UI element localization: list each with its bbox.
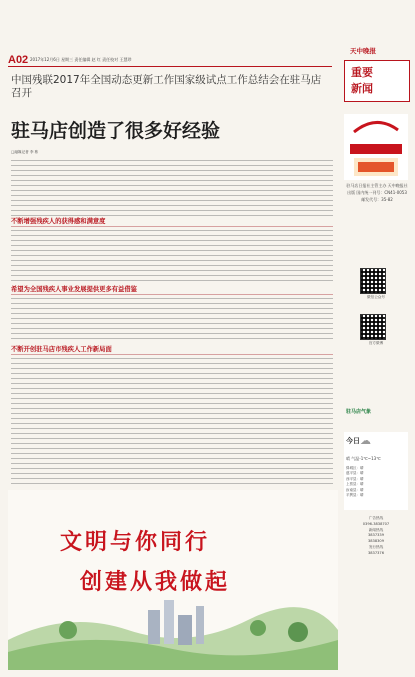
- page-number: A02: [8, 54, 29, 66]
- article-subtitle: 中国残联2017年全国动态更新工作国家级试点工作总结会在驻马店召开: [11, 74, 322, 99]
- article-text-block-1: [11, 160, 333, 218]
- weather-list: [346, 466, 364, 498]
- section-heading-1: 不断增强残疾人的获得感和满意度: [11, 218, 106, 225]
- section-rule-2: [11, 294, 333, 295]
- banner-slogan-line2: 创建从我做起: [80, 569, 231, 595]
- banner-slogan-line1: 文明与你同行: [60, 529, 211, 555]
- paper-logo: 天中晚报: [350, 47, 376, 55]
- contact-line: 新闻热线: [368, 527, 384, 532]
- contact-line: 发行热线: [368, 544, 384, 549]
- qr-label-weibo: 官方微博: [368, 341, 384, 345]
- article-title: 驻马店创造了很多好经验: [11, 120, 221, 142]
- header-rule: [8, 66, 332, 67]
- date-line: 2017年12月6日 星期三 责任编辑 赵 红 责任校对 王慧珍: [30, 57, 132, 62]
- weather-item: 驿城区：晴: [346, 466, 364, 470]
- weather-item: 西平县：晴: [346, 476, 364, 481]
- qr-label-wechat: 微信公众号: [367, 295, 385, 299]
- contact-line: 3837376: [367, 550, 384, 555]
- contact-line: 3838309: [367, 539, 384, 544]
- weather-day: 今日: [346, 437, 360, 445]
- section-box-line2: 新闻: [351, 82, 373, 95]
- weather-item: 上蔡县：晴: [346, 482, 364, 487]
- article-text-block-4: [11, 358, 333, 484]
- masthead-graphic: [344, 114, 408, 180]
- weather-item: 汝南县：晴: [346, 487, 364, 492]
- qr-code-icon: [360, 268, 386, 294]
- section-heading-3: 不断开创驻马店市残疾人工作新局面: [11, 346, 112, 353]
- section-rule-3: [11, 354, 333, 355]
- contact-line: 0396-3838707: [362, 521, 390, 526]
- qr-code-icon: [360, 314, 386, 340]
- contact-line: 3837339: [367, 533, 384, 538]
- contact-info: [344, 516, 408, 557]
- section-heading-2: 希望为全国残疾人事业发展提供更多有益借鉴: [11, 286, 137, 293]
- article-text-block-3: [11, 298, 333, 342]
- weather-item: 遂平县：晴: [346, 471, 364, 476]
- weather-temperature: 晴 气温-1℃~13℃: [346, 456, 381, 461]
- cloud-icon: ☁: [360, 434, 371, 447]
- section-rule-1: [11, 226, 333, 227]
- publication-info: 驻马店日报社主管主办 天中晚报社出版 国内统一刊号：CN41-0053 邮发代号：35-82: [346, 183, 408, 202]
- contact-line: 广告热线: [368, 516, 384, 520]
- article-text-block-2: [11, 230, 333, 282]
- weather-logo: 驻马店气象: [346, 409, 372, 415]
- weather-item: 平舆县：晴: [346, 493, 364, 498]
- article-byline: □融媒记者 李 栋: [11, 150, 39, 154]
- section-box-line1: 重要: [351, 66, 373, 79]
